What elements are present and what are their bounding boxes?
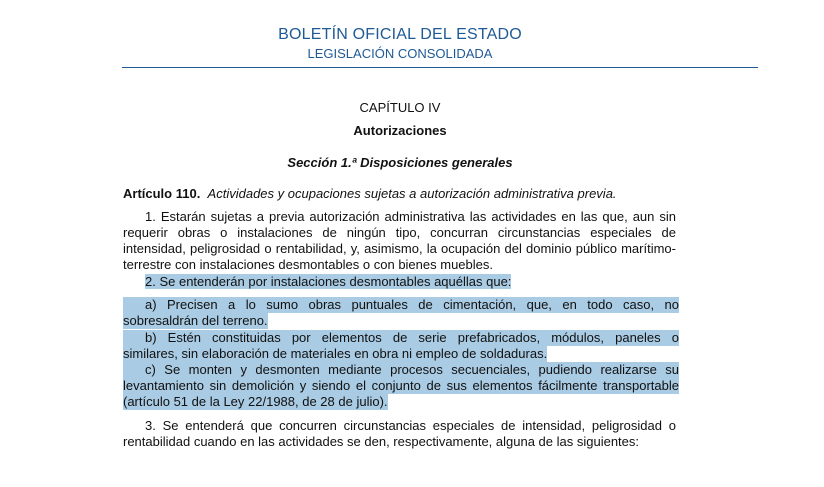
header-divider: [122, 67, 758, 68]
paragraph-b[interactable]: [123, 330, 679, 362]
paragraph-2-text: 2. Se entenderán por instalaciones desmontables aquéllas que:: [145, 274, 512, 289]
paragraph-c[interactable]: [123, 362, 679, 410]
paragraph-b-line-2: similares, sin elaboración de materiales en obra ni empleo de soldaduras.: [123, 346, 548, 361]
article-number: Artículo 110.: [123, 186, 201, 201]
section-title: Sección 1.ª Disposiciones generales: [287, 155, 513, 170]
paragraph-c-line-2: levantamiento sin demolición y siendo el conjunto de sus elementos fácilmente transportable: [123, 378, 679, 393]
gazette-subtitle: LEGISLACIÓN CONSOLIDADA: [307, 46, 493, 61]
article-heading: [123, 186, 676, 202]
gazette-title: BOLETÍN OFICIAL DEL ESTADO: [278, 26, 522, 43]
article-title: Actividades y ocupaciones sujetas a autorización administrativa previa.: [207, 186, 617, 201]
chapter-number: CAPÍTULO IV: [359, 100, 441, 115]
paragraph-c-line-3: (artículo 51 de la Ley 22/1988, de 28 de julio).: [123, 394, 388, 409]
paragraph-b-line-1: b) Estén constituidas por elementos de serie prefabricados, módulos, paneles o: [123, 330, 679, 346]
paragraph-a-line-1: a) Precisen a lo sumo obras puntuales de cimentación, que, en todo caso, no: [123, 297, 679, 313]
paragraph-a[interactable]: [123, 297, 679, 329]
paragraph-3-text: 3. Se entenderá que concurren circunstancias especiales de intensidad, peligrosidad o rentabilidad cuando en las actividades se den, respectivamente, alguna de las siguientes:: [123, 418, 676, 449]
paragraph-1[interactable]: [123, 209, 676, 273]
paragraph-3[interactable]: [123, 418, 676, 450]
paragraph-1-text: 1. Estarán sujetas a previa autorización administrativa las actividades en las que, aun sin requerir obras o instalaciones de ningún tipo, concurran circunstancias especiales de intensidad, peligrosidad o rentabilidad, y, asimismo, la ocupación del dominio público marítimo-terrestre con instalaciones desmontables o con bienes muebles.: [123, 209, 676, 272]
chapter-name: Autorizaciones: [353, 123, 447, 138]
paragraph-c-line-1: c) Se monten y desmonten mediante procesos secuenciales, pudiendo realizarse su: [123, 362, 679, 378]
paragraph-2[interactable]: [123, 274, 679, 290]
paragraph-a-line-2: sobresaldrán del terreno.: [123, 313, 268, 328]
